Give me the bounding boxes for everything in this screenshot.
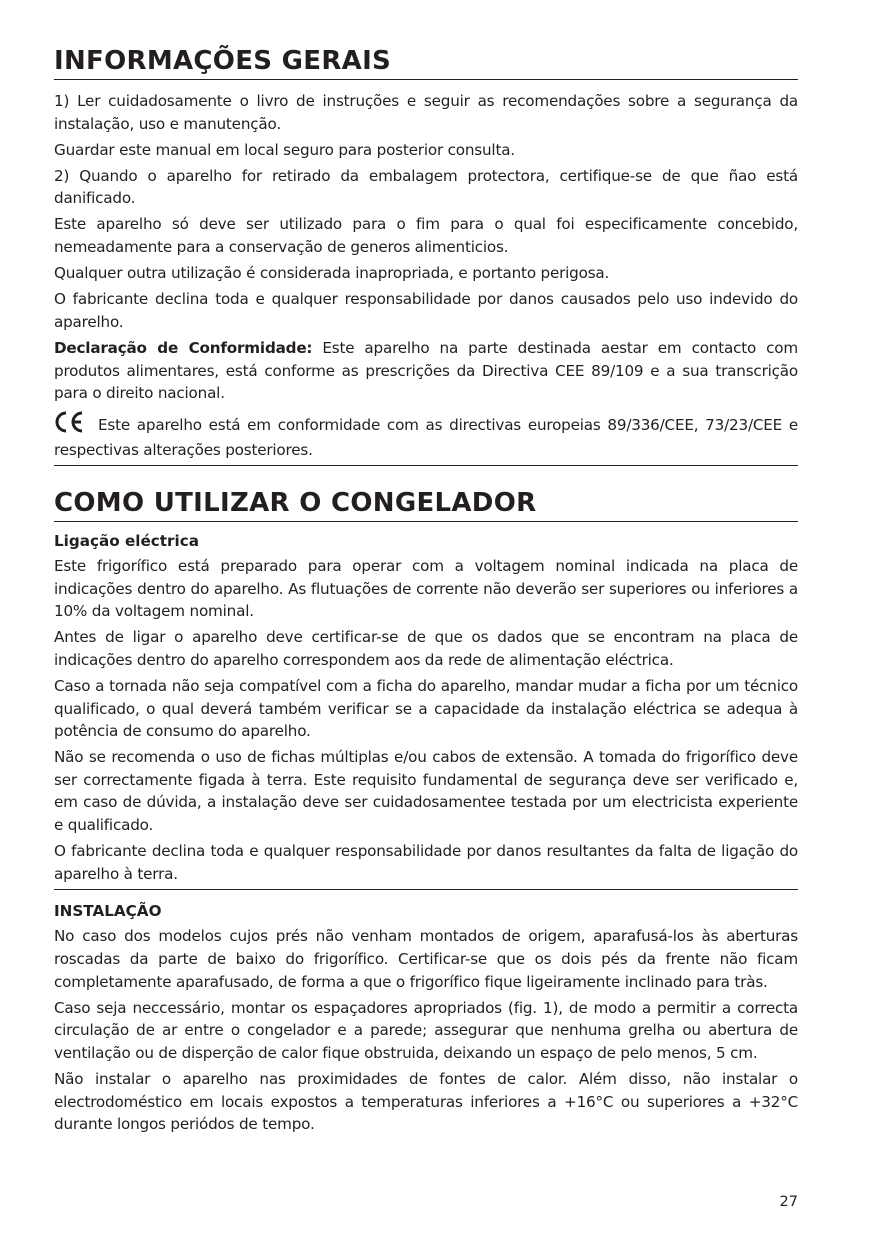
paragraph: O fabricante declina toda e qualquer responsabilidade por danos resultantes da falta de ligação do aparelho à terra.: [54, 842, 798, 883]
paragraph: Caso seja neccessário, montar os espaçadores apropriados (fig. 1), de modo a permitir a correcta circulação de ar entre o congelador e a parede; assegurar que nenhuma grelha ou abertura de ventilação ou de disperção de calor fique obstruida, deixando un espaço de pelo menos, 5 cm.: [54, 998, 798, 1062]
divider: [54, 889, 798, 890]
section-heading-general-info: INFORMAÇÕES GERAIS: [54, 44, 798, 80]
conformity-text: Este aparelho na parte destinada aestar em contacto com produtos alimentares, está conforme as prescrições da Directiva CEE 89/109 e a sua transcrição para o direito nacional.: [54, 338, 798, 403]
subheading-installation: INSTALAÇÃO: [54, 901, 162, 920]
ce-mark-icon: [54, 411, 86, 440]
paragraph: Antes de ligar o aparelho deve certificar-se de que os dados que se encontram na placa de indicações dentro do aparelho correspondem aos da rede de alimentação eléctrica.: [54, 628, 798, 669]
paragraph: Caso a tornada não seja compatível com a ficha do aparelho, mandar mudar a ficha por um técnico qualificado, o qual deverá também verificar se a capacidade da instalação eléctrica se adequa à potência de consumo do aparelho.: [54, 676, 798, 741]
conformity-label: Declaração de Conformidade:: [54, 338, 313, 357]
paragraph: Qualquer outra utilização é considerada inapropriada, e portanto perigosa.: [54, 264, 610, 283]
paragraph: Não se recomenda o uso de fichas múltiplas e/ou cabos de extensão. A tomada do frigorífico deve ser correctamente figada à terra. Este requisito fundamental de segurança deve ser verificado e, em caso de dúvida, a instalação deve ser cuidadosamentee testada por um electricista experiente e qualificado.: [54, 748, 798, 835]
document-page: [54, 44, 798, 1139]
paragraph: No caso dos modelos cujos prés não venham montados de origem, aparafusá-los às aberturas roscadas da parte de baixo do frigorífico. Certificar-se que os dois pés da frente não ficam completamente aparafusado, de forma a que o frigorífico fique ligeiramente inclinado para tràs.: [54, 927, 798, 991]
paragraph: Este aparelho só deve ser utilizado para o fim para o qual foi especificamente concebido, nemeadamente para a conservação de generos alimenticios.: [54, 215, 798, 257]
paragraph: Este frigorífico está preparado para operar com a voltagem nominal indicada na placa de indicações dentro do aparelho. As flutuações de corrente não deverão ser superiores ou inferiores a 10% da voltagem nominal.: [54, 557, 798, 621]
conformity-declaration: [54, 337, 798, 405]
paragraph: 1) Ler cuidadosamente o livro de instruções e seguir as recomendações sobre a segurança da instalação, uso e manutenção.: [54, 92, 798, 133]
ce-paragraph: [54, 411, 798, 462]
ce-text: Este aparelho está em conformidade com as directivas europeias 89/336/CEE, 73/23/CEE e respectivas alterações posteriores.: [54, 415, 798, 460]
subheading-electrical: Ligação eléctrica: [54, 532, 199, 551]
page-number: 27: [779, 1194, 798, 1210]
paragraph: 2) Quando o aparelho for retirado da embalagem protectora, certifique-se de que ñao está danificado.: [54, 166, 798, 208]
section-heading-usage: COMO UTILIZAR O CONGELADOR: [54, 486, 798, 522]
paragraph: O fabricante declina toda e qualquer responsabilidade por danos causados pelo uso indevido do aparelho.: [54, 290, 798, 331]
paragraph: Guardar este manual em local seguro para posterior consulta.: [54, 140, 515, 159]
paragraph: Não instalar o aparelho nas proximidades de fontes de calor. Além disso, não instalar o electrodoméstico em locais expostos a temperaturas inferiores a +16°C ou superiores a +32°C durante longos periódos de tempo.: [54, 1069, 798, 1134]
divider: [54, 465, 798, 466]
